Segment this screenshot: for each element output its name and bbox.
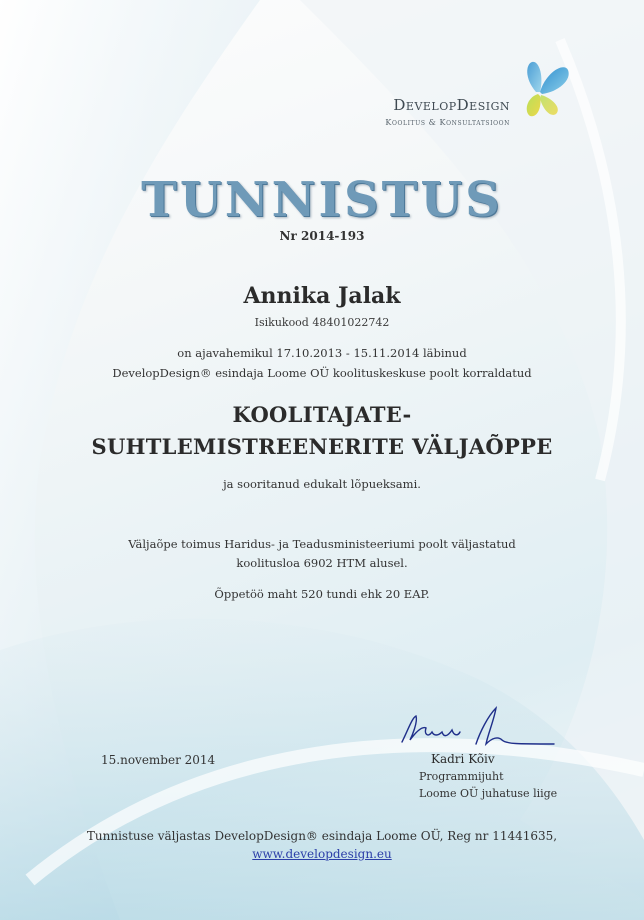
organizer-line: DevelopDesign® esindaja Loome OÜ koolituskeskuse poolt korraldatud xyxy=(112,366,532,380)
website-link[interactable]: www.developdesign.eu xyxy=(252,847,392,861)
signature-image xyxy=(398,702,558,750)
butterfly-icon xyxy=(512,58,572,120)
issue-date: 15.november 2014 xyxy=(101,753,216,767)
exam-line: ja sooritanud edukalt lõpueksami. xyxy=(223,477,421,491)
recipient-name: Annika Jalak xyxy=(243,283,401,309)
website-footer xyxy=(0,847,644,861)
course-title-line2: SUHTLEMISTREENERITE VÄLJAÕPPE xyxy=(91,434,553,459)
logo-subtitle: Koolitus & Konsultatsioon xyxy=(385,118,510,127)
volume-line: Õppetöö maht 520 tundi ehk 20 EAP. xyxy=(214,587,430,601)
signer-organization: Loome OÜ juhatuse liige xyxy=(419,787,558,800)
issuer-footer: Tunnistuse väljastas DevelopDesign® esindaja Loome OÜ, Reg nr 11441635, xyxy=(86,829,558,843)
license-line1: Väljaõpe toimus Haridus- ja Teadusministeeriumi poolt väljastatud xyxy=(128,537,516,551)
logo-name: DevelopDesign xyxy=(393,96,510,114)
certificate-title: TUNNISTUS xyxy=(141,172,503,228)
license-line2: koolitusloa 6902 HTM alusel. xyxy=(236,556,408,570)
course-title-line1: KOOLITAJATE- xyxy=(232,402,412,427)
recipient-id-code: Isikukood 48401022742 xyxy=(254,316,390,329)
signer-name: Kadri Kõiv xyxy=(431,752,495,766)
certificate-number: Nr 2014-193 xyxy=(279,229,365,243)
period-line: on ajavahemikul 17.10.2013 - 15.11.2014 läbinud xyxy=(177,346,467,360)
signer-role: Programmijuht xyxy=(419,770,504,783)
